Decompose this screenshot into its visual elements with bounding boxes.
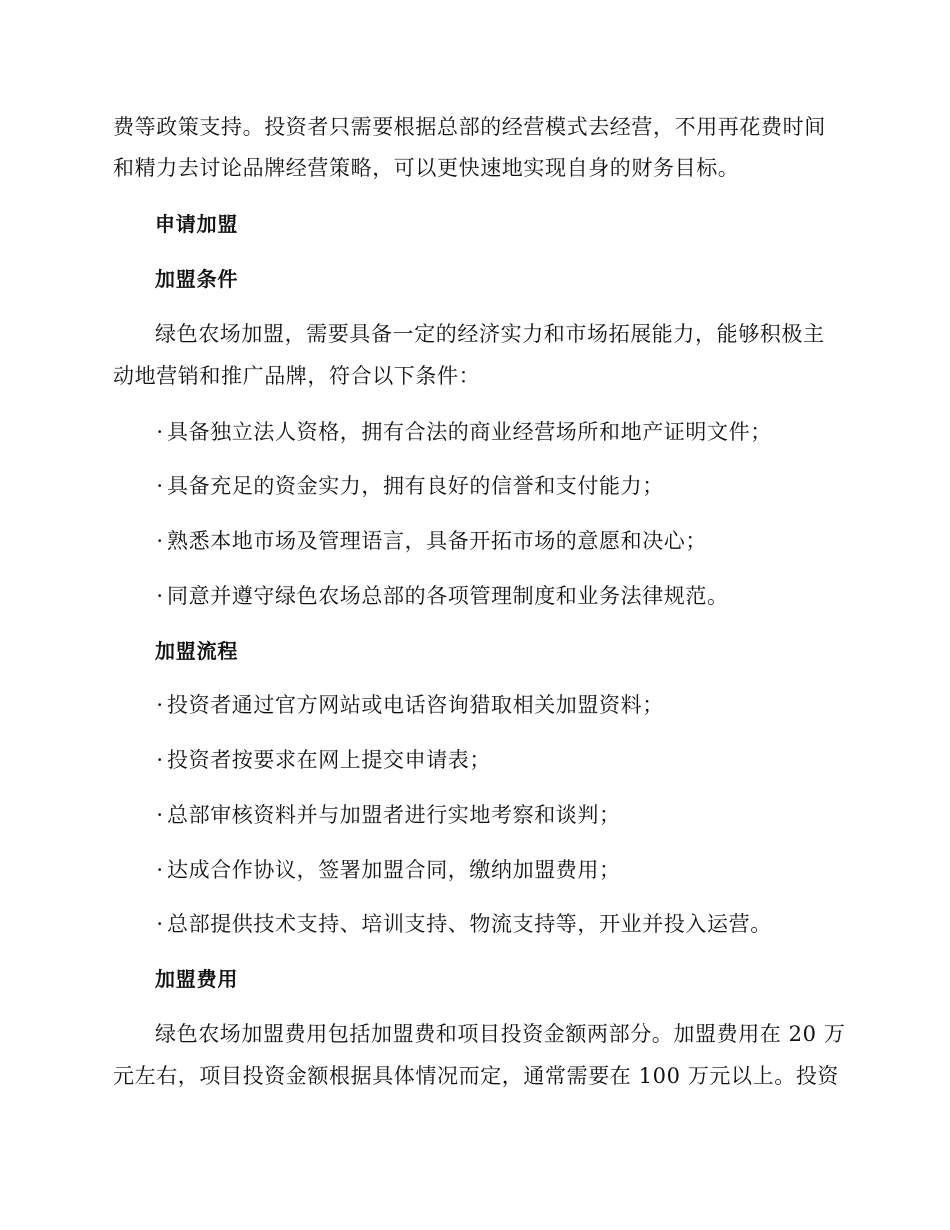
condition-item-text: 同意并遵守绿色农场总部的各项管理制度和业务法律规范。 — [167, 584, 729, 608]
list-item — [155, 472, 664, 500]
fees-paragraph-line-2: 元左右，项目投资金额根据具体情况而定，通常需要在 100 万元以上。投资 — [113, 1064, 840, 1088]
process-item-text: 投资者按要求在网上提交申请表； — [167, 748, 491, 772]
conditions-heading: 加盟条件 — [155, 267, 239, 291]
bullet-icon: · — [156, 748, 164, 772]
bullet-icon: · — [156, 529, 164, 553]
fees-paragraph-line-1: 绿色农场加盟费用包括加盟费和项目投资金额两部分。加盟费用在 20 万 — [155, 1022, 846, 1046]
condition-item-text: 熟悉本地市场及管理语言，具备开拓市场的意愿和决心； — [167, 529, 707, 553]
condition-item-text: 具备独立法人资格，拥有合法的商业经营场所和地产证明文件； — [167, 420, 772, 444]
section-title: 申请加盟 — [155, 212, 239, 236]
process-heading: 加盟流程 — [155, 639, 239, 663]
condition-item-text: 具备充足的资金实力，拥有良好的信誉和支付能力； — [167, 474, 664, 498]
bullet-icon: · — [156, 912, 164, 936]
list-item — [155, 582, 729, 610]
bullet-icon: · — [156, 420, 164, 444]
intro-paragraph-line-1: 费等政策支持。投资者只需要根据总部的经营模式去经营，不用再花费时间 — [113, 115, 826, 139]
bullet-icon: · — [156, 803, 164, 827]
process-item-text: 达成合作协议，签署加盟合同，缴纳加盟费用； — [167, 858, 621, 882]
bullet-icon: · — [156, 858, 164, 882]
list-item — [155, 801, 621, 829]
process-item-text: 总部提供技术支持、培训支持、物流支持等，开业并投入运营。 — [167, 912, 772, 936]
conditions-paragraph-line-2: 动地营销和推广品牌，符合以下条件： — [113, 364, 481, 388]
list-item — [155, 856, 621, 884]
fees-heading: 加盟费用 — [155, 967, 239, 991]
list-item — [155, 746, 491, 774]
intro-paragraph-line-2: 和精力去讨论品牌经营策略，可以更快速地实现自身的财务目标。 — [113, 156, 740, 180]
process-item-text: 投资者通过官方网站或电话咨询猎取相关加盟资料； — [167, 693, 664, 717]
list-item — [155, 691, 664, 719]
conditions-paragraph-line-1: 绿色农场加盟，需要具备一定的经济实力和市场拓展能力，能够积极主 — [155, 322, 825, 346]
list-item — [155, 527, 707, 555]
list-item — [155, 418, 772, 446]
bullet-icon: · — [156, 474, 164, 498]
process-item-text: 总部审核资料并与加盟者进行实地考察和谈判； — [167, 803, 621, 827]
list-item — [155, 910, 772, 938]
bullet-icon: · — [156, 584, 164, 608]
bullet-icon: · — [156, 693, 164, 717]
